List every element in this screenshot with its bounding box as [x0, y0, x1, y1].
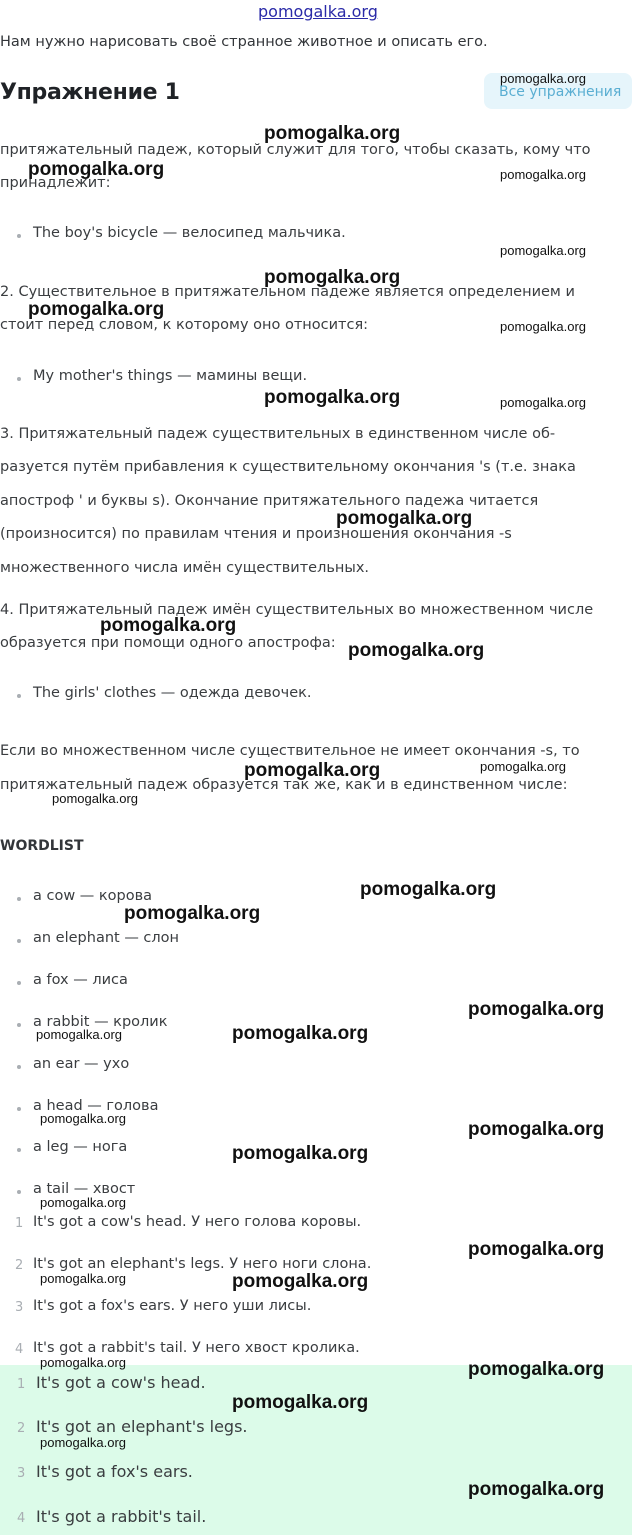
theory-line: 4. Притяжательный падеж имён существительных во множественном числе	[0, 602, 594, 618]
wordlist-item: a cow — корова	[33, 888, 153, 904]
example-item: The girls' clothes — одежда девочек.	[33, 685, 312, 701]
wordlist-heading: WORDLIST	[0, 838, 84, 854]
wordlist-item: a fox — лиса	[33, 972, 128, 988]
wordlist-item: a tail — хвост	[33, 1181, 136, 1197]
bullet-icon	[17, 694, 21, 698]
bullet-icon	[17, 939, 21, 943]
bullet-icon	[17, 1107, 21, 1111]
answer-item: It's got a rabbit's tail.	[36, 1507, 207, 1526]
watermark: pomogalka.org	[244, 760, 381, 781]
translation-item: It's got an elephant's legs. У него ноги слона.	[33, 1256, 372, 1272]
site-link[interactable]: pomogalka.org	[258, 2, 378, 21]
answer-item: It's got an elephant's legs.	[36, 1417, 248, 1436]
all-exercises-label: Все упражнения	[499, 84, 622, 100]
watermark: pomogalka.org	[40, 1355, 126, 1370]
theory-line: множественного числа имён существительных.	[0, 560, 370, 576]
exercise-title: Упражнение 1	[0, 80, 180, 105]
theory-line: Если во множественном числе существительное не имеет окончания -s, то	[0, 743, 580, 759]
bullet-icon	[17, 377, 21, 381]
answer-number: 4	[17, 1511, 26, 1526]
bullet-icon	[17, 897, 21, 901]
theory-line: принадлежит:	[0, 175, 111, 191]
watermark: pomogalka.org	[500, 319, 586, 334]
translation-item: It's got a cow's head. У него голова коровы.	[33, 1214, 362, 1230]
watermark: pomogalka.org	[264, 267, 401, 288]
watermark: pomogalka.org	[348, 640, 485, 661]
theory-line: (произносится) по правилам чтения и произношения окончания -s	[0, 526, 512, 542]
list-number: 4	[15, 1342, 24, 1357]
list-number: 2	[15, 1258, 24, 1273]
translation-item: It's got a rabbit's tail. У него хвост кролика.	[33, 1340, 360, 1356]
watermark: pomogalka.org	[360, 879, 497, 900]
example-item: The boy's bicycle — велосипед мальчика.	[33, 225, 346, 241]
bullet-icon	[17, 1065, 21, 1069]
theory-line: разуется путём прибавления к существительному окончания 's (т.е. знака	[0, 459, 576, 475]
theory-line: апостроф ' и буквы s). Окончание притяжательного падежа читается	[0, 493, 539, 509]
watermark: pomogalka.org	[336, 508, 473, 529]
wordlist-item: an elephant — слон	[33, 930, 180, 946]
watermark: pomogalka.org	[468, 1359, 605, 1380]
theory-line: 3. Притяжательный падеж существительных в единственном числе об-	[0, 426, 556, 442]
theory-line: притяжательный падеж, который служит для того, чтобы сказать, кому что	[0, 142, 591, 158]
answer-number: 1	[17, 1377, 26, 1392]
bullet-icon	[17, 1190, 21, 1194]
task-description: Нам нужно нарисовать своё странное животное и описать его.	[0, 34, 488, 50]
watermark: pomogalka.org	[468, 999, 605, 1020]
watermark: pomogalka.org	[124, 903, 261, 924]
example-item: My mother's things — мамины вещи.	[33, 368, 308, 384]
watermark: pomogalka.org	[468, 1119, 605, 1140]
watermark: pomogalka.org	[40, 1111, 126, 1126]
bullet-icon	[17, 234, 21, 238]
watermark: pomogalka.org	[500, 167, 586, 182]
watermark: pomogalka.org	[468, 1239, 605, 1260]
watermark: pomogalka.org	[500, 243, 586, 258]
wordlist-item: an ear — ухо	[33, 1056, 130, 1072]
watermark: pomogalka.org	[480, 759, 566, 774]
answer-item: It's got a fox's ears.	[36, 1462, 193, 1481]
theory-line: притяжательный падеж образуется так же, как и в единственном числе:	[0, 777, 568, 793]
wordlist-item: a rabbit — кролик	[33, 1014, 168, 1030]
translation-item: It's got a fox's ears. У него уши лисы.	[33, 1298, 312, 1314]
list-number: 3	[15, 1300, 24, 1315]
watermark: pomogalka.org	[40, 1271, 126, 1286]
watermark: pomogalka.org	[40, 1435, 126, 1450]
watermark: pomogalka.org	[36, 1027, 122, 1042]
answer-item: It's got a cow's head.	[36, 1373, 206, 1392]
watermark: pomogalka.org	[52, 791, 138, 806]
theory-line: образуется при помощи одного апострофа:	[0, 635, 336, 651]
list-number: 1	[15, 1216, 24, 1231]
watermark: pomogalka.org	[28, 299, 165, 320]
watermark: pomogalka.org	[468, 1479, 605, 1500]
watermark: pomogalka.org	[40, 1195, 126, 1210]
watermark: pomogalka.org	[100, 615, 237, 636]
answer-number: 2	[17, 1421, 26, 1436]
bullet-icon	[17, 1148, 21, 1152]
theory-line: 2. Существительное в притяжательном падеже является определением и	[0, 284, 575, 300]
watermark: pomogalka.org	[232, 1392, 369, 1413]
watermark: pomogalka.org	[500, 71, 586, 86]
watermark: pomogalka.org	[264, 123, 401, 144]
watermark: pomogalka.org	[232, 1023, 369, 1044]
wordlist-item: a leg — нога	[33, 1139, 128, 1155]
watermark: pomogalka.org	[28, 159, 165, 180]
watermark: pomogalka.org	[232, 1271, 369, 1292]
answer-number: 3	[17, 1466, 26, 1481]
watermark: pomogalka.org	[500, 395, 586, 410]
theory-line: стоит перед словом, к которому оно относится:	[0, 317, 369, 333]
bullet-icon	[17, 981, 21, 985]
wordlist-item: a head — голова	[33, 1098, 159, 1114]
watermark: pomogalka.org	[232, 1143, 369, 1164]
bullet-icon	[17, 1023, 21, 1027]
watermark: pomogalka.org	[264, 387, 401, 408]
